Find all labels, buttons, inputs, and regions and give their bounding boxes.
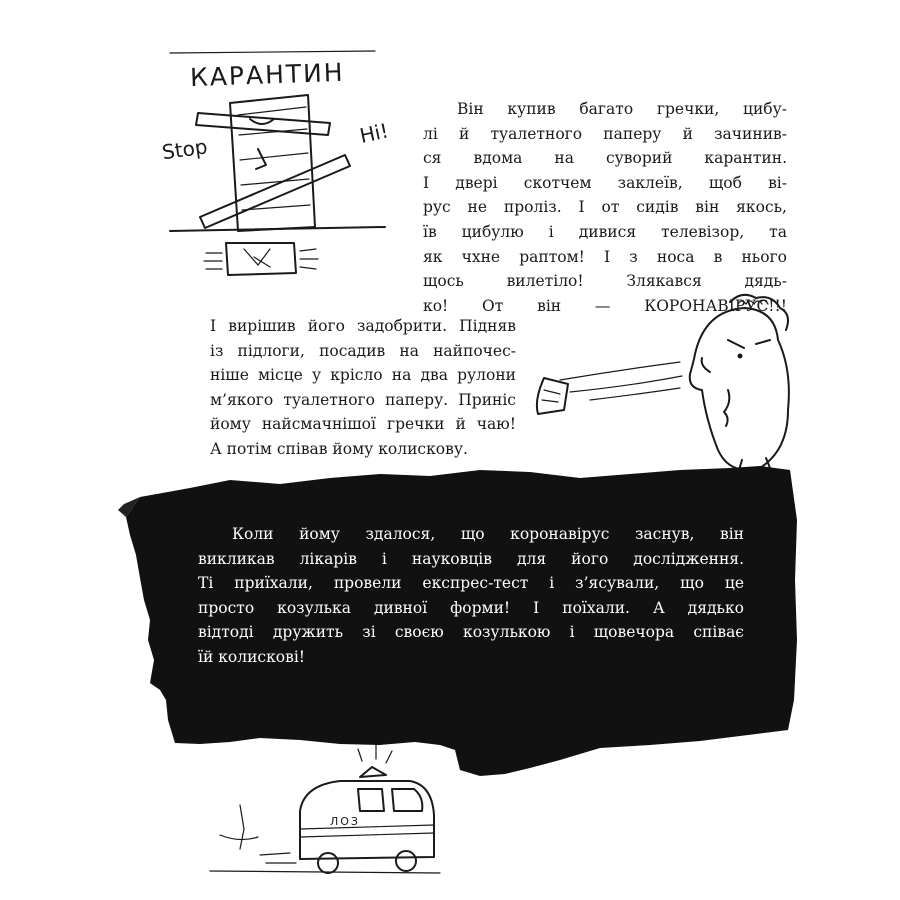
paragraph-2-line: ніше місце у крісло на два рулони [210,366,516,385]
paragraph-3-line: Ті приїхали, провели експрес-тест і з’ясували, що це [198,574,744,593]
paragraph-1-line: їв цибулю і дивися телевізор, та [423,222,787,241]
ambulance-label: ЛОЗ [330,815,360,828]
door-hi-text: Hi! [357,118,391,148]
paragraph-3-line: просто козулька дивної форми! І поїхали. А дядько [198,598,744,617]
paragraph-3-line: відтоді дружить зі своєю козулькою і щовечора співає [198,623,744,642]
paragraph-2-line: І вирішив його задобрити. Підняв [210,317,516,335]
paragraph-1-line: рус не проліз. І от сидів він якось, [423,198,787,217]
paragraph-1 [423,97,787,318]
paragraph-3-white-on-black [198,522,744,670]
paragraph-3-line: Коли йому здалося, що коронавірус заснув, він [232,525,744,543]
paragraph-1-line: лі й туалетного паперу й зачинив- [423,124,787,143]
paragraph-1-line: Він купив багато гречки, цибу- [457,100,787,118]
door-stop-text: Stop [160,134,209,165]
paragraph-1-line: ко! От він — КОРОНАВІРУС!!! [423,296,787,315]
ambulance-illustration [200,745,460,885]
paragraph-3-line: їй колискові! [198,647,306,666]
door-sign-text: КАРАНТИН [189,57,346,93]
paragraph-2-line: йому найсмачнішої гречки й чаю! [210,415,516,434]
paragraph-2 [210,314,516,462]
paragraph-2-line: м’якого туалетного паперу. Приніс [210,390,516,409]
paragraph-1-line: ся вдома на суворий карантин. [423,149,787,168]
paragraph-1-line: як чхне раптом! І з носа в нього [423,247,787,266]
paragraph-1-line: щось вилетіло! Злякався дядь- [423,272,787,291]
paragraph-2-line: А потім співав йому колискову. [210,439,468,458]
paragraph-1-line: І двері скотчем заклеїв, щоб ві- [423,173,787,192]
paragraph-3-line: викликав лікарів і науковців для його дослідження. [198,549,744,568]
paragraph-2-line: із підлоги, посадив на найпочес- [210,341,516,360]
